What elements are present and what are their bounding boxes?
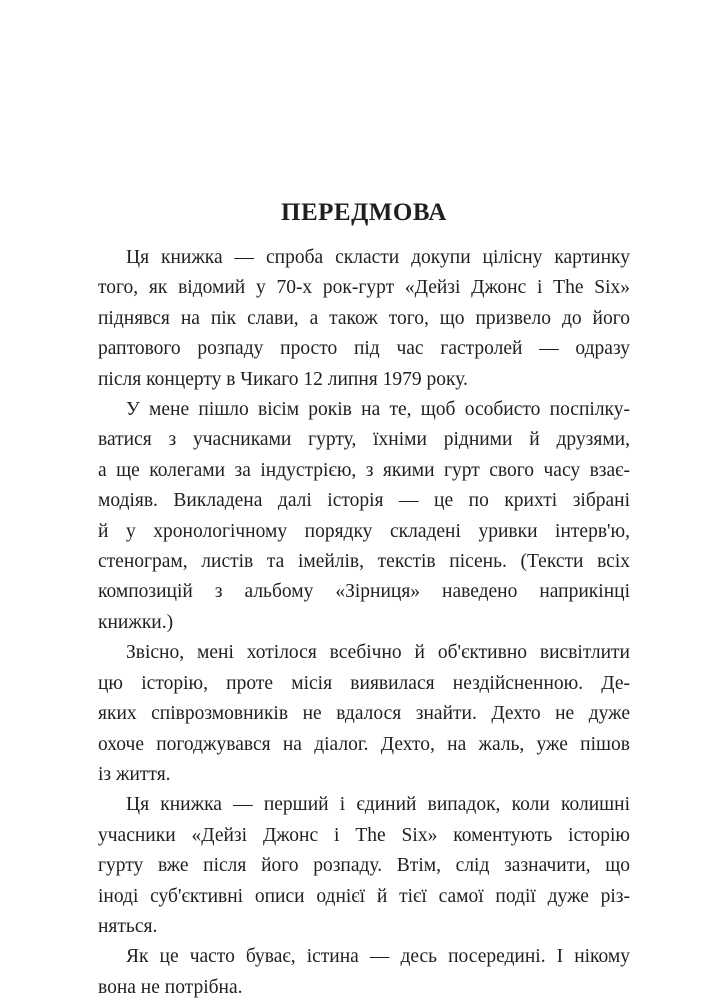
text-line: Як це часто буває, істина — десь посередині. І нікому [126,946,630,968]
text-line: із життя. [98,763,171,785]
text-line: після концерту в Чикаго 12 липня 1979 року. [98,368,468,390]
text-line: охоче погоджувався на діалог. Дехто, на жаль, уже пішов [98,733,630,755]
text-line: учасники «Дейзі Джонс і The Six» коментують історію [98,824,630,846]
text-line: й у хронологічному порядку складені уривки інтерв'ю, [98,520,630,542]
paragraph-4 [98,790,630,942]
text-line: яких співрозмовників не вдалося знайти. Дехто не дуже [98,703,630,725]
text-line: піднявся на пік слави, а також того, що призвело до його [98,307,630,329]
text-line: гурту вже після його розпаду. Втім, слід зазначити, що [98,855,630,877]
text-line: модіяв. Викладена далі історія — це по крихті зібрані [98,490,630,512]
text-line: книжки.) [98,611,174,633]
text-line: Ця книжка — спроба скласти докупи цілісну картинку [126,247,630,268]
body-text [98,243,630,1003]
text-line: вона не потрібна. [98,976,243,998]
text-line: іноді суб'єктивні описи однієї й тієї самої події дуже різ- [98,885,630,907]
text-line: того, як відомий у 70-х рок-гурт «Дейзі Джонс і The Six» [98,277,630,299]
text-line: ватися з учасниками гурту, їхніми рідними й друзями, [98,429,630,451]
text-line: раптового розпаду просто під час гастролей — одразу [98,338,630,360]
paragraph-3 [98,638,630,790]
text-line: стенограм, листів та імейлів, текстів пісень. (Тексти всіх [98,551,630,573]
chapter-title: ПЕРЕДМОВА [281,199,447,226]
text-line: Ця книжка — перший і єдиний випадок, коли колишні [126,794,630,816]
text-line: композицій з альбому «Зірниця» наведено наприкінці [98,581,630,603]
text-line: а ще колегами за індустрією, з якими гурт свого часу взає- [98,459,630,481]
paragraph-1 [98,243,630,395]
text-line: Звісно, мені хотілося всебічно й об'єктивно висвітлити [126,642,630,664]
text-line: У мене пішло вісім років на те, щоб особисто поспілку- [126,399,630,421]
paragraph-2 [98,395,630,638]
text-line: няться. [98,915,158,937]
text-line: цю історію, проте місія виявилася нездійсненною. Де- [98,672,630,694]
paragraph-5 [98,942,630,1003]
